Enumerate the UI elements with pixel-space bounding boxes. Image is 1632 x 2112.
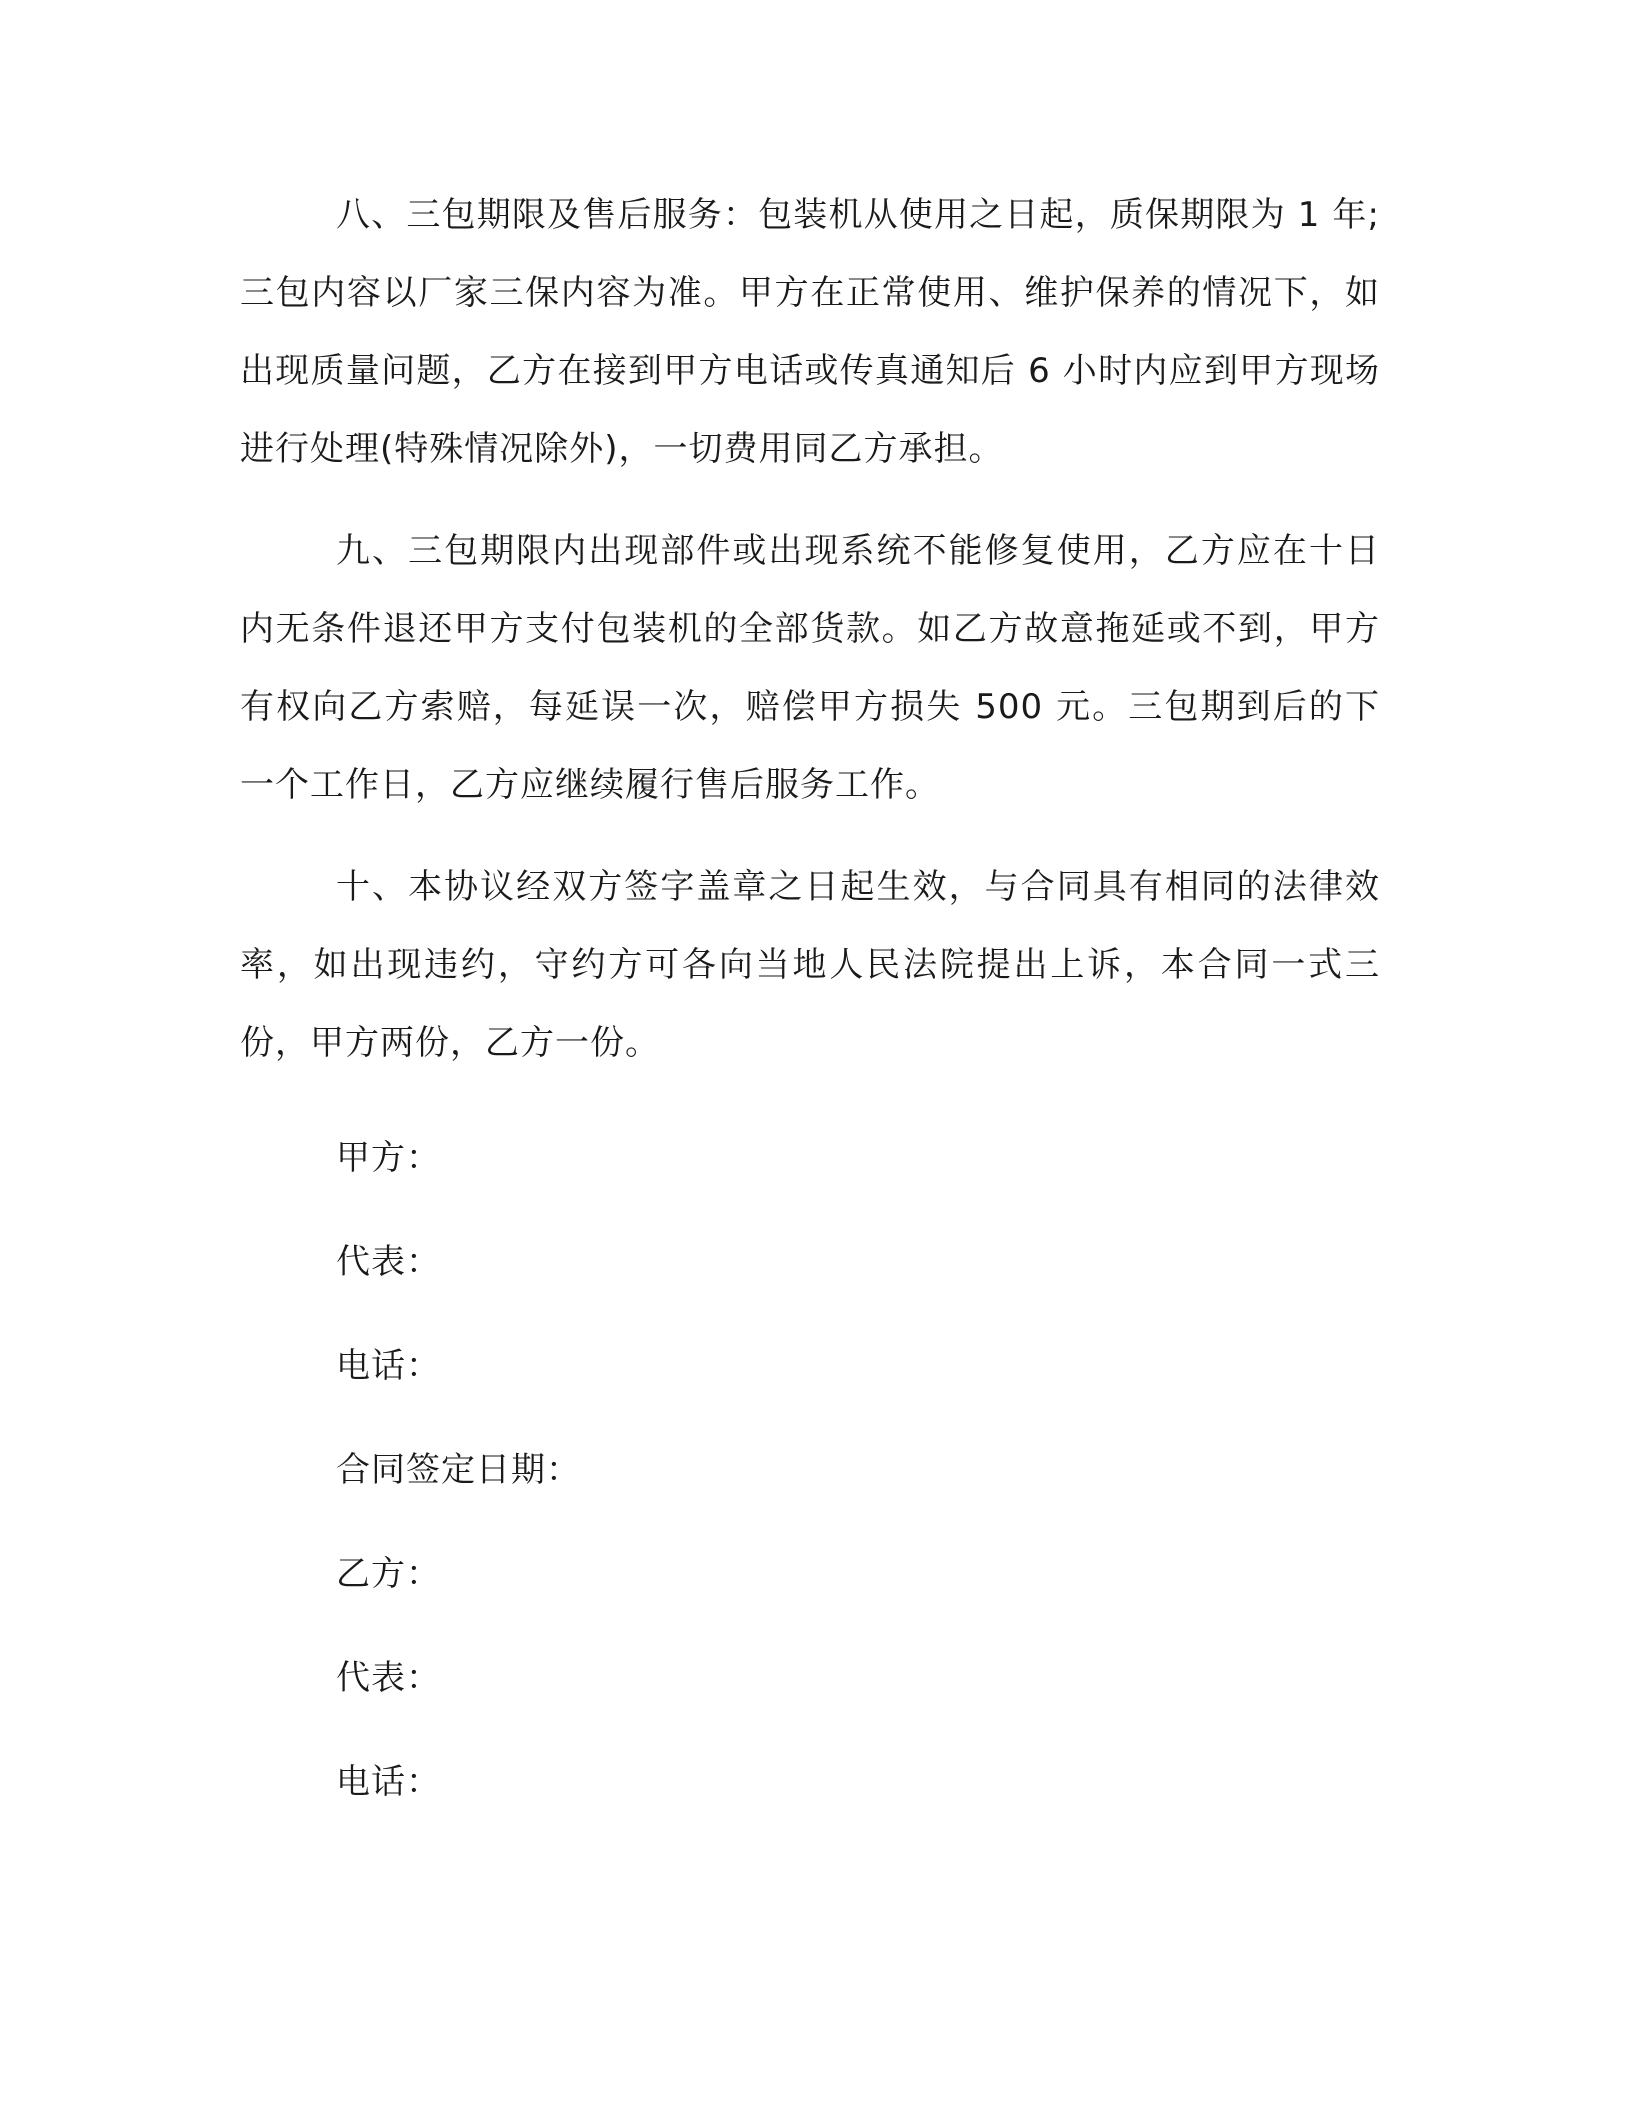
clause-ten: 十、本协议经双方签字盖章之日起生效，与合同具有相同的法律效率，如出现违约，守约方可各向当地人民法院提出上诉，本合同一式三份，甲方两份，乙方一份。 [240, 867, 1380, 1063]
party-b-label: 乙方： [336, 1554, 441, 1594]
party-a-phone-label: 电话： [336, 1346, 441, 1386]
party-b-phone-label: 电话： [336, 1762, 441, 1802]
party-a-representative-label: 代表： [336, 1242, 441, 1282]
party-a-label: 甲方： [336, 1138, 441, 1178]
signature-block [240, 1106, 1380, 1834]
clause-nine: 九、三包期限内出现部件或出现系统不能修复使用，乙方应在十日内无条件退还甲方支付包装机的全部货款。如乙方故意拖延或不到，甲方有权向乙方索赔，每延误一次，赔偿甲方损失 500 元。三包期到后的下一个工作日，乙方应继续履行售后服务工作。 [240, 531, 1380, 805]
contract-date-label: 合同签定日期： [336, 1450, 581, 1490]
party-b-representative-label: 代表： [336, 1658, 441, 1698]
document-body [240, 176, 1380, 1834]
clause-eight: 八、三包期限及售后服务：包装机从使用之日起，质保期限为 1 年;三包内容以厂家三保内容为准。甲方在正常使用、维护保养的情况下，如出现质量问题，乙方在接到甲方电话或传真通知后 6 小时内应到甲方现场进行处理(特殊情况除外)，一切费用同乙方承担。 [240, 195, 1380, 469]
